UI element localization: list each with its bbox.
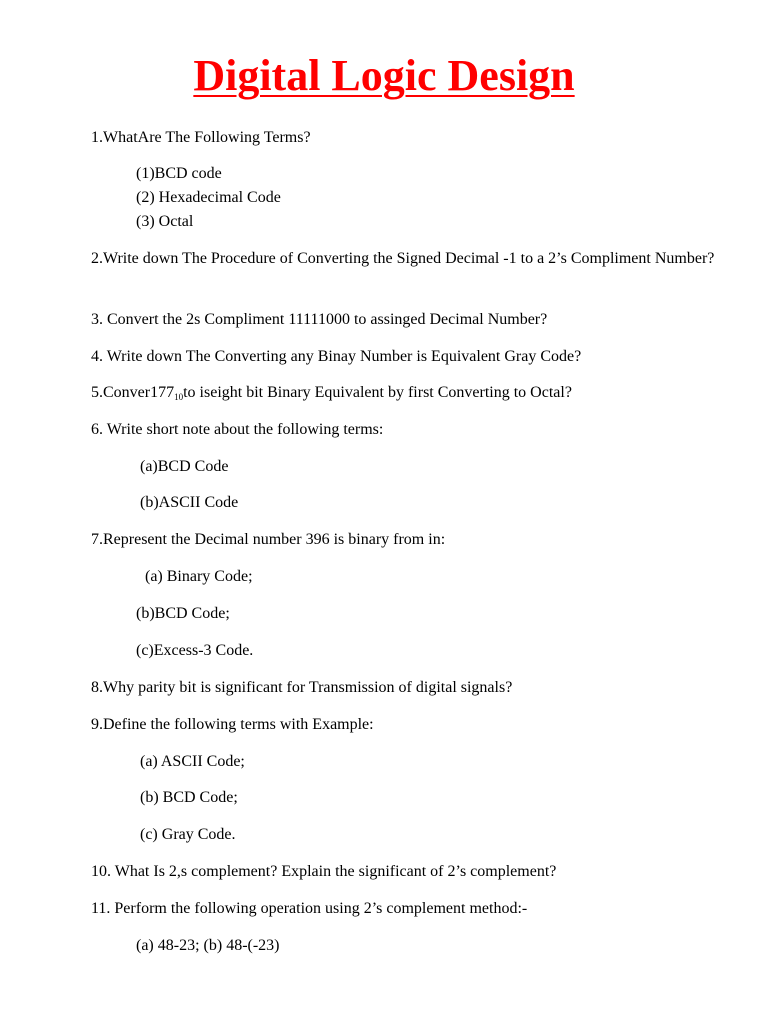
question-1-item-octal: (3) Octal: [136, 213, 194, 230]
question-6: 6. Write short note about the following terms:: [91, 421, 384, 438]
question-1-item-bcd: (1)BCD code: [136, 165, 222, 182]
question-5: [91, 382, 572, 404]
question-5-suffix: to iseight bit Binary Equivalent by first Converting to Octal?: [183, 384, 572, 401]
question-9-item-ascii: (a) ASCII Code;: [140, 753, 245, 770]
question-2: 2.Write down The Procedure of Converting the Signed Decimal -1 to a 2’s Compliment Number?: [91, 250, 715, 267]
document-title: Digital Logic Design: [193, 51, 575, 100]
question-4: 4. Write down The Converting any Binay Number is Equivalent Gray Code?: [91, 348, 582, 365]
question-6-item-ascii: (b)ASCII Code: [140, 494, 239, 511]
question-3: 3. Convert the 2s Compliment 11111000 to assinged Decimal Number?: [91, 311, 548, 328]
question-10: 10. What Is 2,s complement? Explain the significant of 2’s complement?: [91, 863, 557, 880]
question-5-prefix: 5.Conver177: [91, 384, 175, 401]
question-9-item-bcd: (b) BCD Code;: [140, 789, 238, 806]
question-7-item-bcd: (b)BCD Code;: [136, 605, 230, 622]
question-8: 8.Why parity bit is significant for Transmission of digital signals?: [91, 679, 513, 696]
question-5-subscript: 10: [174, 392, 184, 402]
question-1: 1.WhatAre The Following Terms?: [91, 129, 311, 146]
question-7-item-excess3: (c)Excess-3 Code.: [136, 642, 254, 659]
question-7: 7.Represent the Decimal number 396 is binary from in:: [91, 531, 446, 548]
question-1-item-hexadecimal: (2) Hexadecimal Code: [136, 189, 281, 206]
question-11: 11. Perform the following operation using 2’s complement method:-: [91, 900, 528, 917]
question-9-item-gray: (c) Gray Code.: [140, 826, 236, 843]
question-9: 9.Define the following terms with Example:: [91, 716, 374, 733]
question-11-item-a-b: (a) 48-23; (b) 48-(-23): [136, 937, 280, 954]
question-6-item-bcd: (a)BCD Code: [140, 458, 229, 475]
question-7-item-binary: (a) Binary Code;: [145, 568, 253, 585]
